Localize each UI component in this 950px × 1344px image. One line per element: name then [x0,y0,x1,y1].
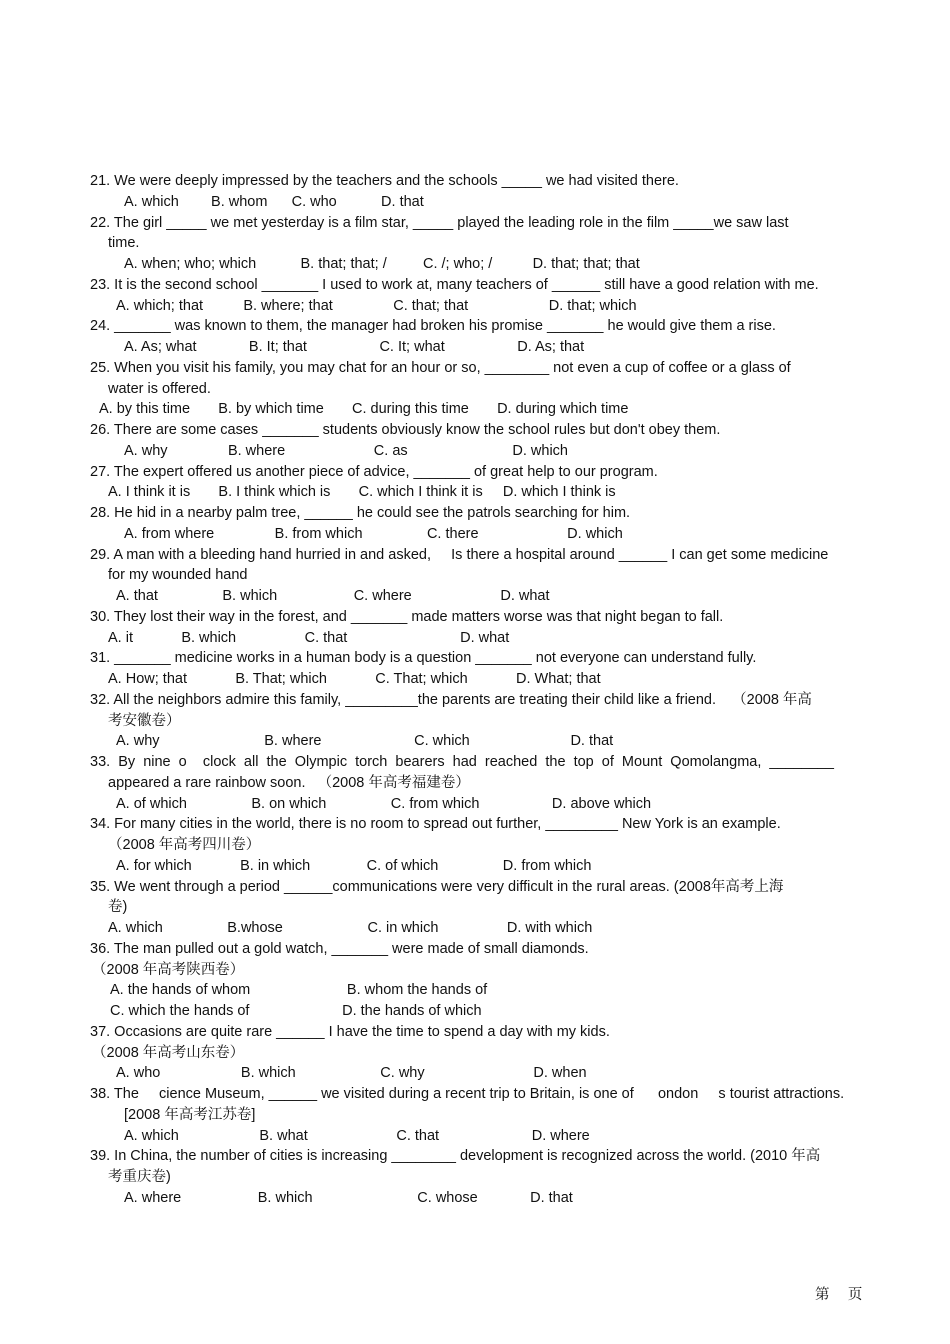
text-line: 29. A man with a bleeding hand hurried in and asked, Is there a hospital around ______ I can get some medicine [90,546,829,563]
text-line: 35. We went through a period ______communications were very difficult in the rural areas. (2008年高考上海 [90,878,784,895]
text-line: 33. By nine o clock all the Olympic torch bearers had reached the top of Mount Qomolangma, ________ [90,754,834,770]
text-line: 22. The girl _____ we met yesterday is a film star, _____ played the leading role in the film _____we saw last [90,214,789,231]
text-line: 卷) [108,899,128,916]
text-line: A. for which B. in which C. of which D. from which [116,857,592,874]
text-line: 28. He hid in a nearby palm tree, ______ he could see the patrols searching for him. [90,505,631,521]
text-line: for my wounded hand [108,567,248,584]
text-line: 30. They lost their way in the forest, and _______ made matters worse was that night began to fall. [90,608,724,625]
text-line: （2008 年高考陕西卷） [92,961,245,978]
text-line: （2008 年高考山东卷） [92,1044,245,1061]
text-line: [2008 年高考江苏卷] [124,1106,256,1123]
text-line: 25. When you visit his family, you may chat for an hour or so, ________ not even a cup of coffee or a glass of [90,359,791,376]
text-line: 31. _______ medicine works in a human body is a question _______ not everyone can understand fully. [90,650,757,667]
text-line: 考安徽卷） [108,712,181,729]
text-line: A. where B. which C. whose D. that [124,1189,573,1206]
text-line: （2008 年高考四川卷） [108,837,261,853]
text-line: A. from where B. from which C. there D. which [124,525,623,542]
text-line: A. by this time B. by which time C. during this time D. during which time [99,401,629,418]
text-line: 24. _______ was known to them, the manager had broken his promise _______ he would give them a rise. [90,318,776,335]
text-line: C. which the hands of D. the hands of which [110,1003,482,1019]
text-line: A. which B. whom C. who D. that [124,193,424,210]
question-list [90,171,865,1209]
text-line: 23. It is the second school _______ I used to work at, many teachers of ______ still have a good relation with me. [90,276,819,293]
text-line: 27. The expert offered us another piece of advice, _______ of great help to our program. [90,463,658,480]
text-line: 32. All the neighbors admire this family, _________the parents are treating their child like a friend. （2008 年高 [90,691,812,708]
text-line: 21. We were deeply impressed by the teachers and the schools _____ we had visited there. [90,173,679,189]
text-line: A. which B. what C. that D. where [124,1127,590,1144]
text-line: time. [108,235,140,252]
text-line: 38. The cience Museum, ______ we visited during a recent trip to Britain, is one of ondon s tourist attractions. [90,1086,845,1102]
text-line: A. How; that B. That; which C. That; which D. What; that [108,671,601,687]
text-line: 34. For many cities in the world, there is no room to spread out further, _________ New York is an example. [90,816,781,833]
text-line: A. I think it is B. I think which is C. which I think it is D. which I think is [108,484,616,501]
text-line: A. why B. where C. which D. that [116,733,614,750]
text-line: A. which; that B. where; that C. that; that D. that; which [116,297,637,314]
page-footer: 第 页 [815,1287,863,1303]
text-line: 39. In China, the number of cities is increasing ________ development is recognized across the world. (2010 年高 [90,1148,821,1165]
text-line: A. who B. which C. why D. when [116,1065,587,1082]
text-line: 37. Occasions are quite rare ______ I have the time to spend a day with my kids. [90,1023,610,1040]
text-line: A. As; what B. It; that C. It; what D. As; that [124,339,585,355]
text-line: appeared a rare rainbow soon. （2008 年高考福建卷） [108,774,470,791]
text-line: 考重庆卷) [108,1169,171,1185]
text-line: A. why B. where C. as D. which [124,442,568,459]
text-line: A. the hands of whom B. whom the hands of [110,982,488,999]
text-line: A. of which B. on which C. from which D. above which [116,795,652,812]
text-line: A. when; who; which B. that; that; / C. /; who; / D. that; that; that [124,256,640,272]
text-line: 26. There are some cases _______ students obviously know the school rules but don't obey them. [90,422,721,438]
text-line: 36. The man pulled out a gold watch, _______ were made of small diamonds. [90,940,589,957]
text-line: A. which B.whose C. in which D. with which [108,920,593,936]
text-line: water is offered. [108,380,211,397]
text-line: A. that B. which C. where D. what [116,588,550,604]
text-line: A. it B. which C. that D. what [108,629,510,646]
